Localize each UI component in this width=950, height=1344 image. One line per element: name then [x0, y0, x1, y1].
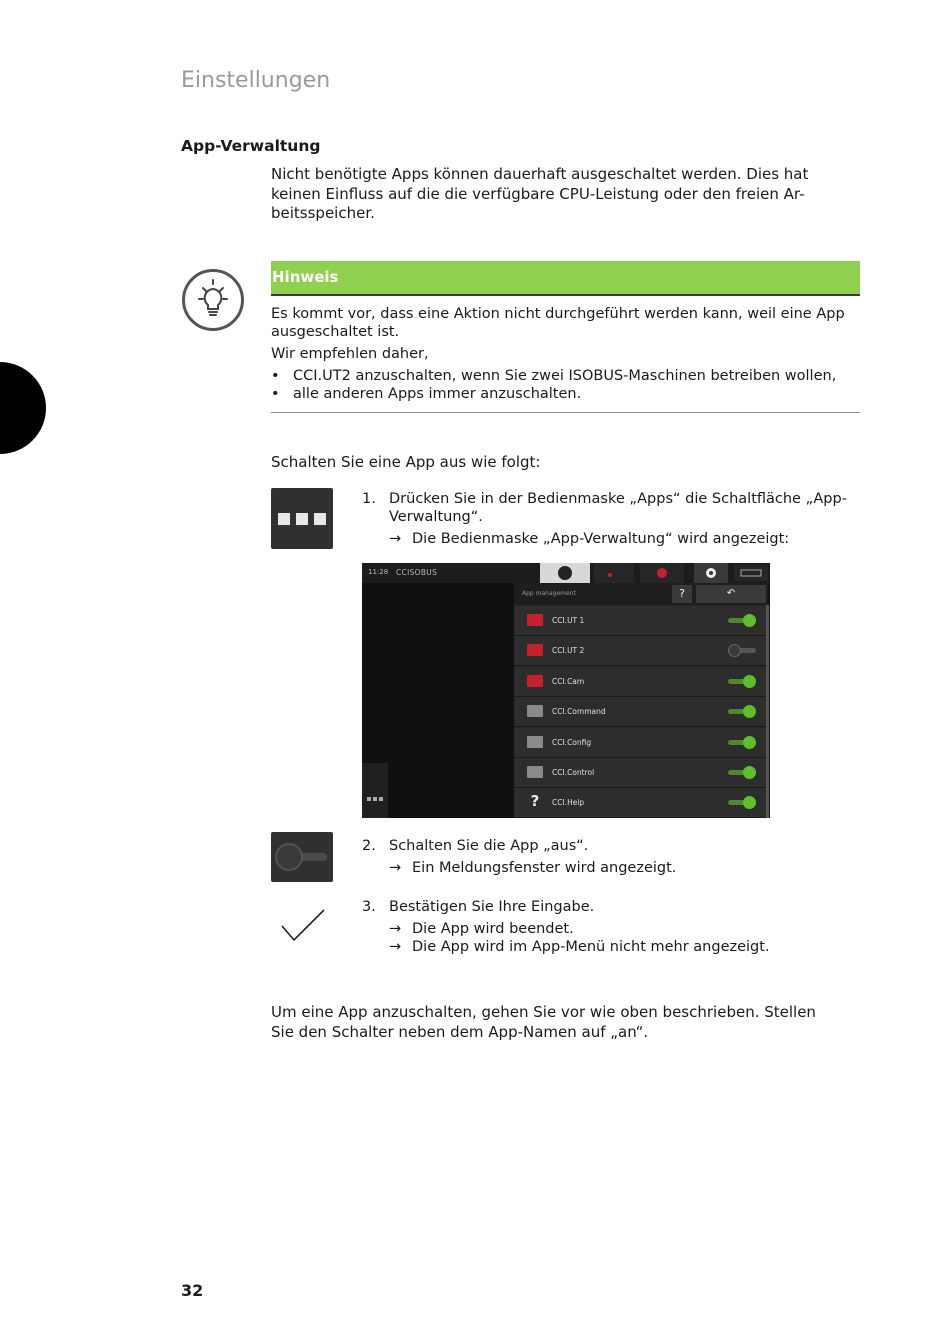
brand-logo: CCISOBUS: [396, 568, 438, 577]
app-toggle-switch[interactable]: [728, 648, 756, 653]
intro-paragraph: [271, 165, 871, 224]
app-management-panel: [514, 583, 768, 818]
section-title: Einstellungen: [181, 68, 331, 93]
hint-text-line: ausgeschaltet ist.: [271, 324, 400, 340]
step-text-line: Verwaltung“.: [389, 509, 483, 525]
step-2: [362, 837, 862, 877]
result-arrow-icon: →: [389, 921, 402, 937]
app-row: [514, 758, 768, 788]
intro-line: beitsspeicher.: [271, 204, 375, 222]
hint-body: [271, 305, 871, 403]
step-number: 3.: [362, 899, 376, 915]
bullet-item: • alle anderen Apps immer anzuschalten.: [271, 385, 871, 403]
bullet-item: • CCI.UT2 anzuschalten, wenn Sie zwei ISOBUS-Maschinen betreiben wollen,: [271, 367, 871, 385]
hint-label: Hinweis: [272, 268, 339, 286]
hint-text-line: Es kommt vor, dass eine Aktion nicht durchgeführt werden kann, weil eine App: [271, 306, 845, 322]
help-app-icon: ?: [530, 792, 540, 810]
clock: 11:28: [368, 568, 389, 576]
intro-line: keinen Einfluss auf die die verfügbare CPU-Leistung oder den freien Ar-: [271, 184, 805, 203]
ut-app-icon: [527, 644, 543, 656]
procedure-intro: Schalten Sie eine App aus wie folgt:: [271, 453, 541, 471]
control-app-icon: [527, 766, 543, 778]
step-text-line: Schalten Sie die App „aus“.: [389, 838, 589, 854]
app-management-screenshot: [362, 563, 770, 818]
result-arrow-icon: →: [389, 939, 402, 955]
help-button[interactable]: ?: [672, 585, 692, 603]
command-app-icon: [527, 705, 543, 717]
outro-paragraph: [271, 1003, 871, 1042]
tab-icons: [540, 563, 770, 583]
result-arrow-icon: →: [389, 531, 402, 547]
hint-bullet-list: [271, 367, 871, 403]
app-name: CCI.Control: [552, 768, 595, 777]
chapter-tab: [0, 362, 46, 454]
step-result: Die App wird beendet.: [412, 921, 574, 937]
step-number: 1.: [362, 491, 376, 507]
app-name: CCI.UT 1: [552, 616, 585, 625]
app-row: [514, 697, 768, 727]
toggle-off-icon: [271, 832, 333, 882]
app-toggle-switch[interactable]: [728, 709, 756, 714]
step-result: Ein Meldungsfenster wird angezeigt.: [412, 860, 677, 876]
app-row: [514, 788, 768, 818]
app-row: [514, 606, 768, 636]
app-toggle-switch[interactable]: [728, 800, 756, 805]
step-text-line: Drücken Sie in der Bedienmaske „Apps“ die Schaltfläche „App-: [389, 491, 847, 507]
step-3: [362, 898, 862, 956]
app-name: CCI.Config: [552, 738, 592, 747]
apps-button-icon: [271, 488, 333, 549]
lightbulb-icon: [182, 269, 244, 331]
apps-menu-button[interactable]: [362, 763, 388, 818]
result-arrow-icon: →: [389, 860, 402, 876]
app-toggle-switch[interactable]: [728, 679, 756, 684]
app-row: [514, 728, 768, 758]
step-result: Die App wird im App-Menü nicht mehr angezeigt.: [412, 939, 770, 955]
back-button[interactable]: ↶: [696, 585, 766, 603]
app-row: [514, 636, 768, 666]
checkmark-icon: [280, 908, 326, 942]
config-app-icon: [527, 736, 543, 748]
hint-header: [271, 261, 860, 296]
app-name: CCI.UT 2: [552, 646, 585, 655]
subsection-title: App-Verwaltung: [181, 137, 321, 155]
panel-title: App management: [522, 590, 576, 597]
app-name: CCI.Help: [552, 798, 585, 807]
step-text-line: Bestätigen Sie Ihre Eingabe.: [389, 899, 595, 915]
app-row: [514, 667, 768, 697]
step-result: Die Bedienmaske „App-Verwaltung“ wird angezeigt:: [412, 531, 790, 547]
page-number: 32: [181, 1281, 204, 1300]
status-bar: [362, 563, 770, 583]
outro-line: Sie den Schalter neben dem App-Namen auf „an“.: [271, 1022, 649, 1041]
scrollbar[interactable]: [766, 605, 769, 818]
step-number: 2.: [362, 838, 376, 854]
app-toggle-switch[interactable]: [728, 770, 756, 775]
step-1: [362, 490, 862, 548]
panel-header: [514, 583, 768, 605]
intro-line: Nicht benötigte Apps können dauerhaft ausgeschaltet werden. Dies hat: [271, 165, 809, 183]
left-panel: [362, 583, 514, 818]
hint-divider: [271, 412, 860, 413]
outro-line: Um eine App anzuschalten, gehen Sie vor wie oben beschrieben. Stellen: [271, 1003, 816, 1021]
ut-app-icon: [527, 614, 543, 626]
camera-app-icon: [527, 675, 543, 687]
app-toggle-switch[interactable]: [728, 618, 756, 623]
app-toggle-switch[interactable]: [728, 740, 756, 745]
hint-recommend: Wir empfehlen daher,: [271, 346, 429, 362]
app-name: CCI.Command: [552, 707, 606, 716]
app-name: CCI.Cam: [552, 677, 585, 686]
